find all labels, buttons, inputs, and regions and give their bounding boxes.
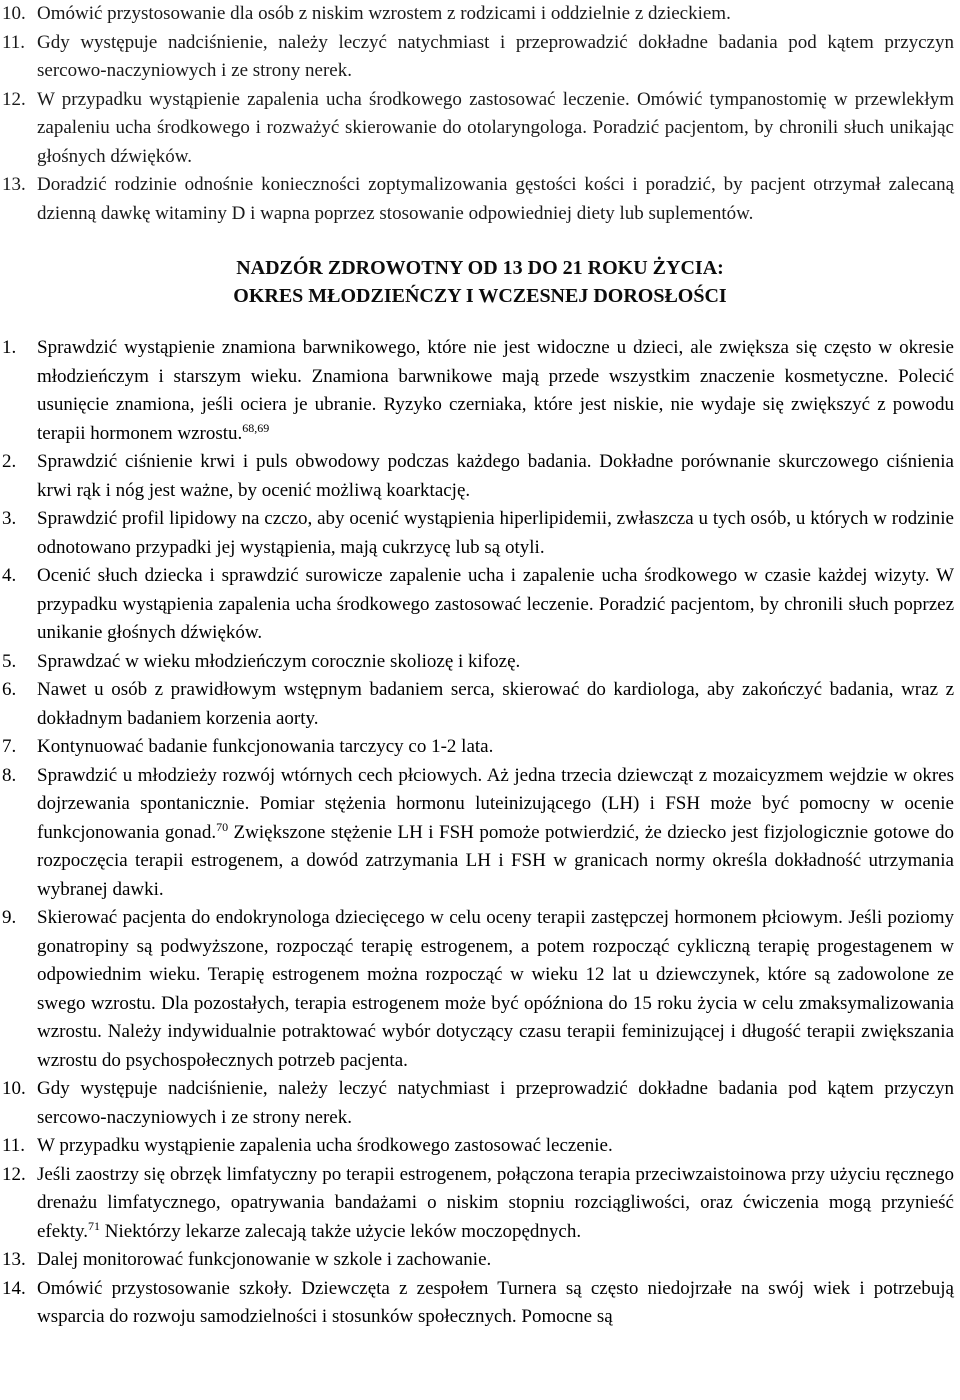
item-number: 8. xyxy=(2,764,17,786)
list-item xyxy=(0,648,954,677)
item-number: 13. xyxy=(2,1249,26,1270)
list-item xyxy=(0,762,954,905)
reference-superscript: 70 xyxy=(216,819,229,834)
item-number: 3. xyxy=(2,508,17,529)
item-text: Sprawdzić u młodzieży rozwój wtórnych cech płciowych. Aż jedna trzecia dziewcząt z mozaicyzmem wejdzie w okres dojrzewania spontanicznie. Pomiar stężenia hormonu luteinizującego (LH) i FSH może być pomocny w ocenie funkcjonowania gonad. xyxy=(37,764,954,843)
item-text-continued: Zwiększone stężenie LH i FSH pomoże potwierdzić, że dziecko jest fizjologicznie gotowe do rozpoczęcia terapii estrogenem, a dowód zatrzymania LH i FSH w granicach normy określa dokładność utrzymania wybranej dawki. xyxy=(37,821,954,900)
heading-line: NADZÓR ZDROWOTNY OD 13 DO 21 ROKU ŻYCIA: xyxy=(236,257,724,279)
item-number: 9. xyxy=(2,907,17,928)
item-text: W przypadku wystąpienie zapalenia ucha środkowego zastosować leczenie. xyxy=(37,1135,613,1156)
item-text: Sprawdzić wystąpienie znamiona barwnikowego, które nie jest widoczne u dzieci, ale zwiększa się często w okresie młodzieńczym i starszym wieku. Znamiona barwnikowe mają przede wszystkim znaczenie kosmetyczne. Polecić usunięcie znamiona, jeśli ociera je ubranie. Ryzyko czerniaka, które jest niskie, nie wydaje się zwiększyć z powodu terapii hormonem wzrostu. xyxy=(37,337,954,444)
item-number: 6. xyxy=(2,679,17,700)
item-number: 5. xyxy=(2,650,17,672)
item-text: Gdy występuje nadciśnienie, należy leczyć natychmiast i przeprowadzić dokładne badania pod kątem przyczyn sercowo-naczyniowych i ze strony nerek. xyxy=(37,31,954,81)
list-item xyxy=(0,0,954,29)
item-text: Sprawdzić profil lipidowy na czczo, aby ocenić wystąpienia hiperlipidemii, zwłaszcza u tych osób, u których w rodzinie odnotowano przypadki jej wystąpienia, mają cukrzycę lub są otyli. xyxy=(37,508,954,558)
list-continued xyxy=(0,0,960,228)
list-item xyxy=(0,505,954,562)
item-number: 1. xyxy=(2,337,17,358)
item-number: 11. xyxy=(2,31,26,53)
list-item xyxy=(0,1132,954,1161)
item-number: 11. xyxy=(2,1135,26,1156)
item-text: Ocenić słuch dziecka i sprawdzić surowicze zapalenie ucha i zapalenie ucha środkowego w czasie każdej wizyty. W przypadku wystąpienia zapalenia ucha środkowego zastosować leczenie. Poradzić pacjentom, by chronili słuch poprzez unikanie głośnych dźwięków. xyxy=(37,565,954,643)
heading-line: OKRES MŁODZIEŃCZY I WCZESNEJ DOROSŁOŚCI xyxy=(233,285,727,307)
list-item xyxy=(0,733,954,762)
list-item xyxy=(0,1161,954,1247)
item-number: 10. xyxy=(2,3,26,24)
list-item xyxy=(0,86,954,172)
item-text: Doradzić rodzinie odnośnie konieczności zoptymalizowania gęstości kości i poradzić, by pacjent otrzymał zalecaną dzienną dawkę witaminy D i wapna poprzez stosowanie odpowiedniej diety lub suplementów. xyxy=(37,174,954,224)
item-text: Jeśli zaostrzy się obrzęk limfatyczny po terapii estrogenem, połączona terapia przeciwzaistoinowa przy użyciu ręcznego drenażu limfatycznego, opatrywania bandażami o niskim stopniu rozciągliwości, oraz ćwiczenia mogą przynieść efekty. xyxy=(37,1163,954,1242)
item-number: 12. xyxy=(2,1163,26,1185)
item-text: Gdy występuje nadciśnienie, należy leczyć natychmiast i przeprowadzić dokładne badania pod kątem przyczyn sercowo-naczyniowych i ze strony nerek. xyxy=(37,1078,954,1128)
item-text: Sprawdzić ciśnienie krwi i puls obwodowy podczas każdego badania. Dokładne porównanie skurczowego ciśnienia krwi rąk i nóg jest ważne, by ocenić możliwą koarktację. xyxy=(37,451,954,501)
item-number: 4. xyxy=(2,565,17,586)
item-text: Omówić przystosowanie dla osób z niskim wzrostem z rodzicami i oddzielnie z dzieckiem. xyxy=(37,3,731,24)
list-item xyxy=(0,676,954,733)
item-number: 14. xyxy=(2,1277,26,1299)
item-text: Skierować pacjenta do endokrynologa dziecięcego w celu oceny terapii zastępczej hormonem płciowym. Jeśli poziomy gonatropiny są podwyższone, rozpocząć terapię estrogenem, a potem rozpocząć cykliczną terapię progestagenem w odpowiednim wieku. Terapię estrogenem można rozpocząć w wieku 12 lat u dziewczynek, które są zadowolone ze swego wzrostu. Dla pozostałych, terapia estrogenem może być opóźniona do 15 roku życia w celu zmaksymalizowania wzrostu. Należy indywidualnie potraktować wybór dotyczący czasu terapii feminizującej i długość terapii zwiększania wzrostu do psychospołecznych potrzeb pacjenta. xyxy=(37,907,954,1071)
item-number: 7. xyxy=(2,736,17,757)
list-item xyxy=(0,171,954,228)
list-item xyxy=(0,562,954,648)
item-number: 12. xyxy=(2,88,26,110)
reference-superscript: 68,69 xyxy=(242,420,270,435)
item-text-continued: Niektórzy lekarze zalecają także użycie leków moczopędnych. xyxy=(100,1220,582,1242)
reference-superscript: 71 xyxy=(88,1218,100,1233)
item-number: 10. xyxy=(2,1078,26,1099)
numbered-list xyxy=(0,334,960,1332)
list-item xyxy=(0,29,954,86)
list-item xyxy=(0,1246,954,1275)
item-text: Kontynuować badanie funkcjonowania tarczycy co 1-2 lata. xyxy=(37,736,494,757)
list-item xyxy=(0,448,954,505)
item-text: Dalej monitorować funkcjonowanie w szkole i zachowanie. xyxy=(37,1249,492,1270)
item-text: Nawet u osób z prawidłowym wstępnym badaniem serca, skierować do kardiologa, aby zakończyć badania, wraz z dokładnym badaniem korzenia aorty. xyxy=(37,679,954,729)
item-text: Omówić przystosowanie szkoły. Dziewczęta z zespołem Turnera są często niedojrzałe na swój wiek i potrzebują wsparcia do rozwoju samodzielności i stosunków społecznych. Pomocne są xyxy=(37,1277,954,1327)
list-item xyxy=(0,1075,954,1132)
item-text: Sprawdzać w wieku młodzieńczym corocznie skoliozę i kifozę. xyxy=(37,650,521,672)
list-item xyxy=(0,1275,954,1332)
section-heading xyxy=(0,254,960,310)
list-item xyxy=(0,904,954,1075)
item-number: 2. xyxy=(2,451,17,472)
item-number: 13. xyxy=(2,174,26,195)
list-item xyxy=(0,334,954,448)
item-text: W przypadku wystąpienie zapalenia ucha środkowego zastosować leczenie. Omówić tympanostomię w przewlekłym zapaleniu ucha środkowego i rozważyć skierowanie do otolaryngologa. Poradzić pacjentom, by chronili słuch unikając głośnych dźwięków. xyxy=(37,88,954,167)
